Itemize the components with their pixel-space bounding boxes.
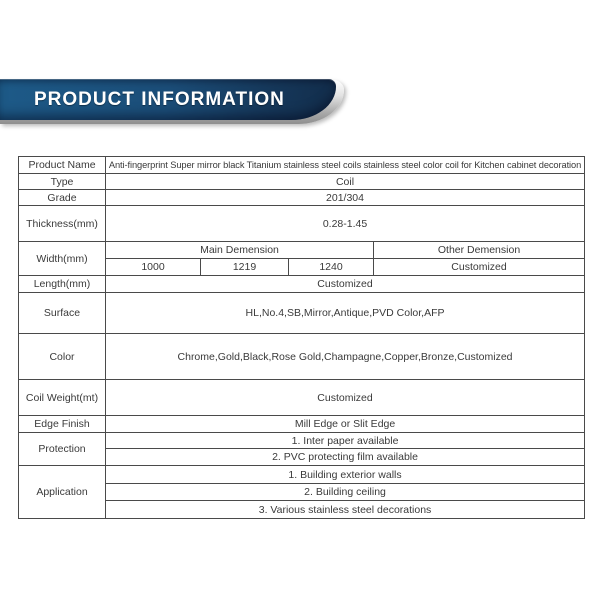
protection-item-2: 2. PVC protecting film available <box>106 449 585 466</box>
row-length <box>19 276 585 293</box>
width-value-customized: Customized <box>374 259 585 276</box>
type-label: Type <box>19 174 106 190</box>
type-value: Coil <box>106 174 585 190</box>
row-application-1 <box>19 466 585 484</box>
width-value-1000: 1000 <box>106 259 201 276</box>
protection-label: Protection <box>19 433 106 466</box>
surface-label: Surface <box>19 293 106 334</box>
row-type <box>19 174 585 190</box>
row-protection-1 <box>19 433 585 449</box>
grade-label: Grade <box>19 190 106 206</box>
row-grade <box>19 190 585 206</box>
color-value: Chrome,Gold,Black,Rose Gold,Champagne,Copper,Bronze,Customized <box>106 334 585 380</box>
row-edge-finish <box>19 416 585 433</box>
application-item-1: 1. Building exterior walls <box>106 466 585 484</box>
product-name-value: Anti-fingerprint Super mirror black Titanium stainless steel coils stainless steel color coil for Kitchen cabinet decoration <box>106 157 585 174</box>
protection-item-1: 1. Inter paper available <box>106 433 585 449</box>
application-item-2: 2. Building ceiling <box>106 484 585 501</box>
application-label: Application <box>19 466 106 519</box>
coil-weight-value: Customized <box>106 380 585 416</box>
coil-weight-label: Coil Weight(mt) <box>19 380 106 416</box>
row-surface <box>19 293 585 334</box>
product-spec-table <box>18 156 585 519</box>
product-name-label: Product Name <box>19 157 106 174</box>
row-thickness <box>19 206 585 242</box>
application-item-3: 3. Various stainless steel decorations <box>106 501 585 519</box>
color-label: Color <box>19 334 106 380</box>
thickness-label: Thickness(mm) <box>19 206 106 242</box>
row-product-name <box>19 157 585 174</box>
edge-finish-label: Edge Finish <box>19 416 106 433</box>
length-label: Length(mm) <box>19 276 106 293</box>
width-main-dimension-header: Main Demension <box>106 242 374 259</box>
banner-title: PRODUCT INFORMATION <box>34 89 285 110</box>
thickness-value: 0.28-1.45 <box>106 206 585 242</box>
row-color <box>19 334 585 380</box>
product-information-banner <box>0 79 346 124</box>
row-coil-weight <box>19 380 585 416</box>
surface-value: HL,No.4,SB,Mirror,Antique,PVD Color,AFP <box>106 293 585 334</box>
width-other-dimension-header: Other Demension <box>374 242 585 259</box>
width-value-1219: 1219 <box>201 259 289 276</box>
edge-finish-value: Mill Edge or Slit Edge <box>106 416 585 433</box>
length-value: Customized <box>106 276 585 293</box>
grade-value: 201/304 <box>106 190 585 206</box>
width-label: Width(mm) <box>19 242 106 276</box>
row-width-headers <box>19 242 585 259</box>
width-value-1240: 1240 <box>289 259 374 276</box>
